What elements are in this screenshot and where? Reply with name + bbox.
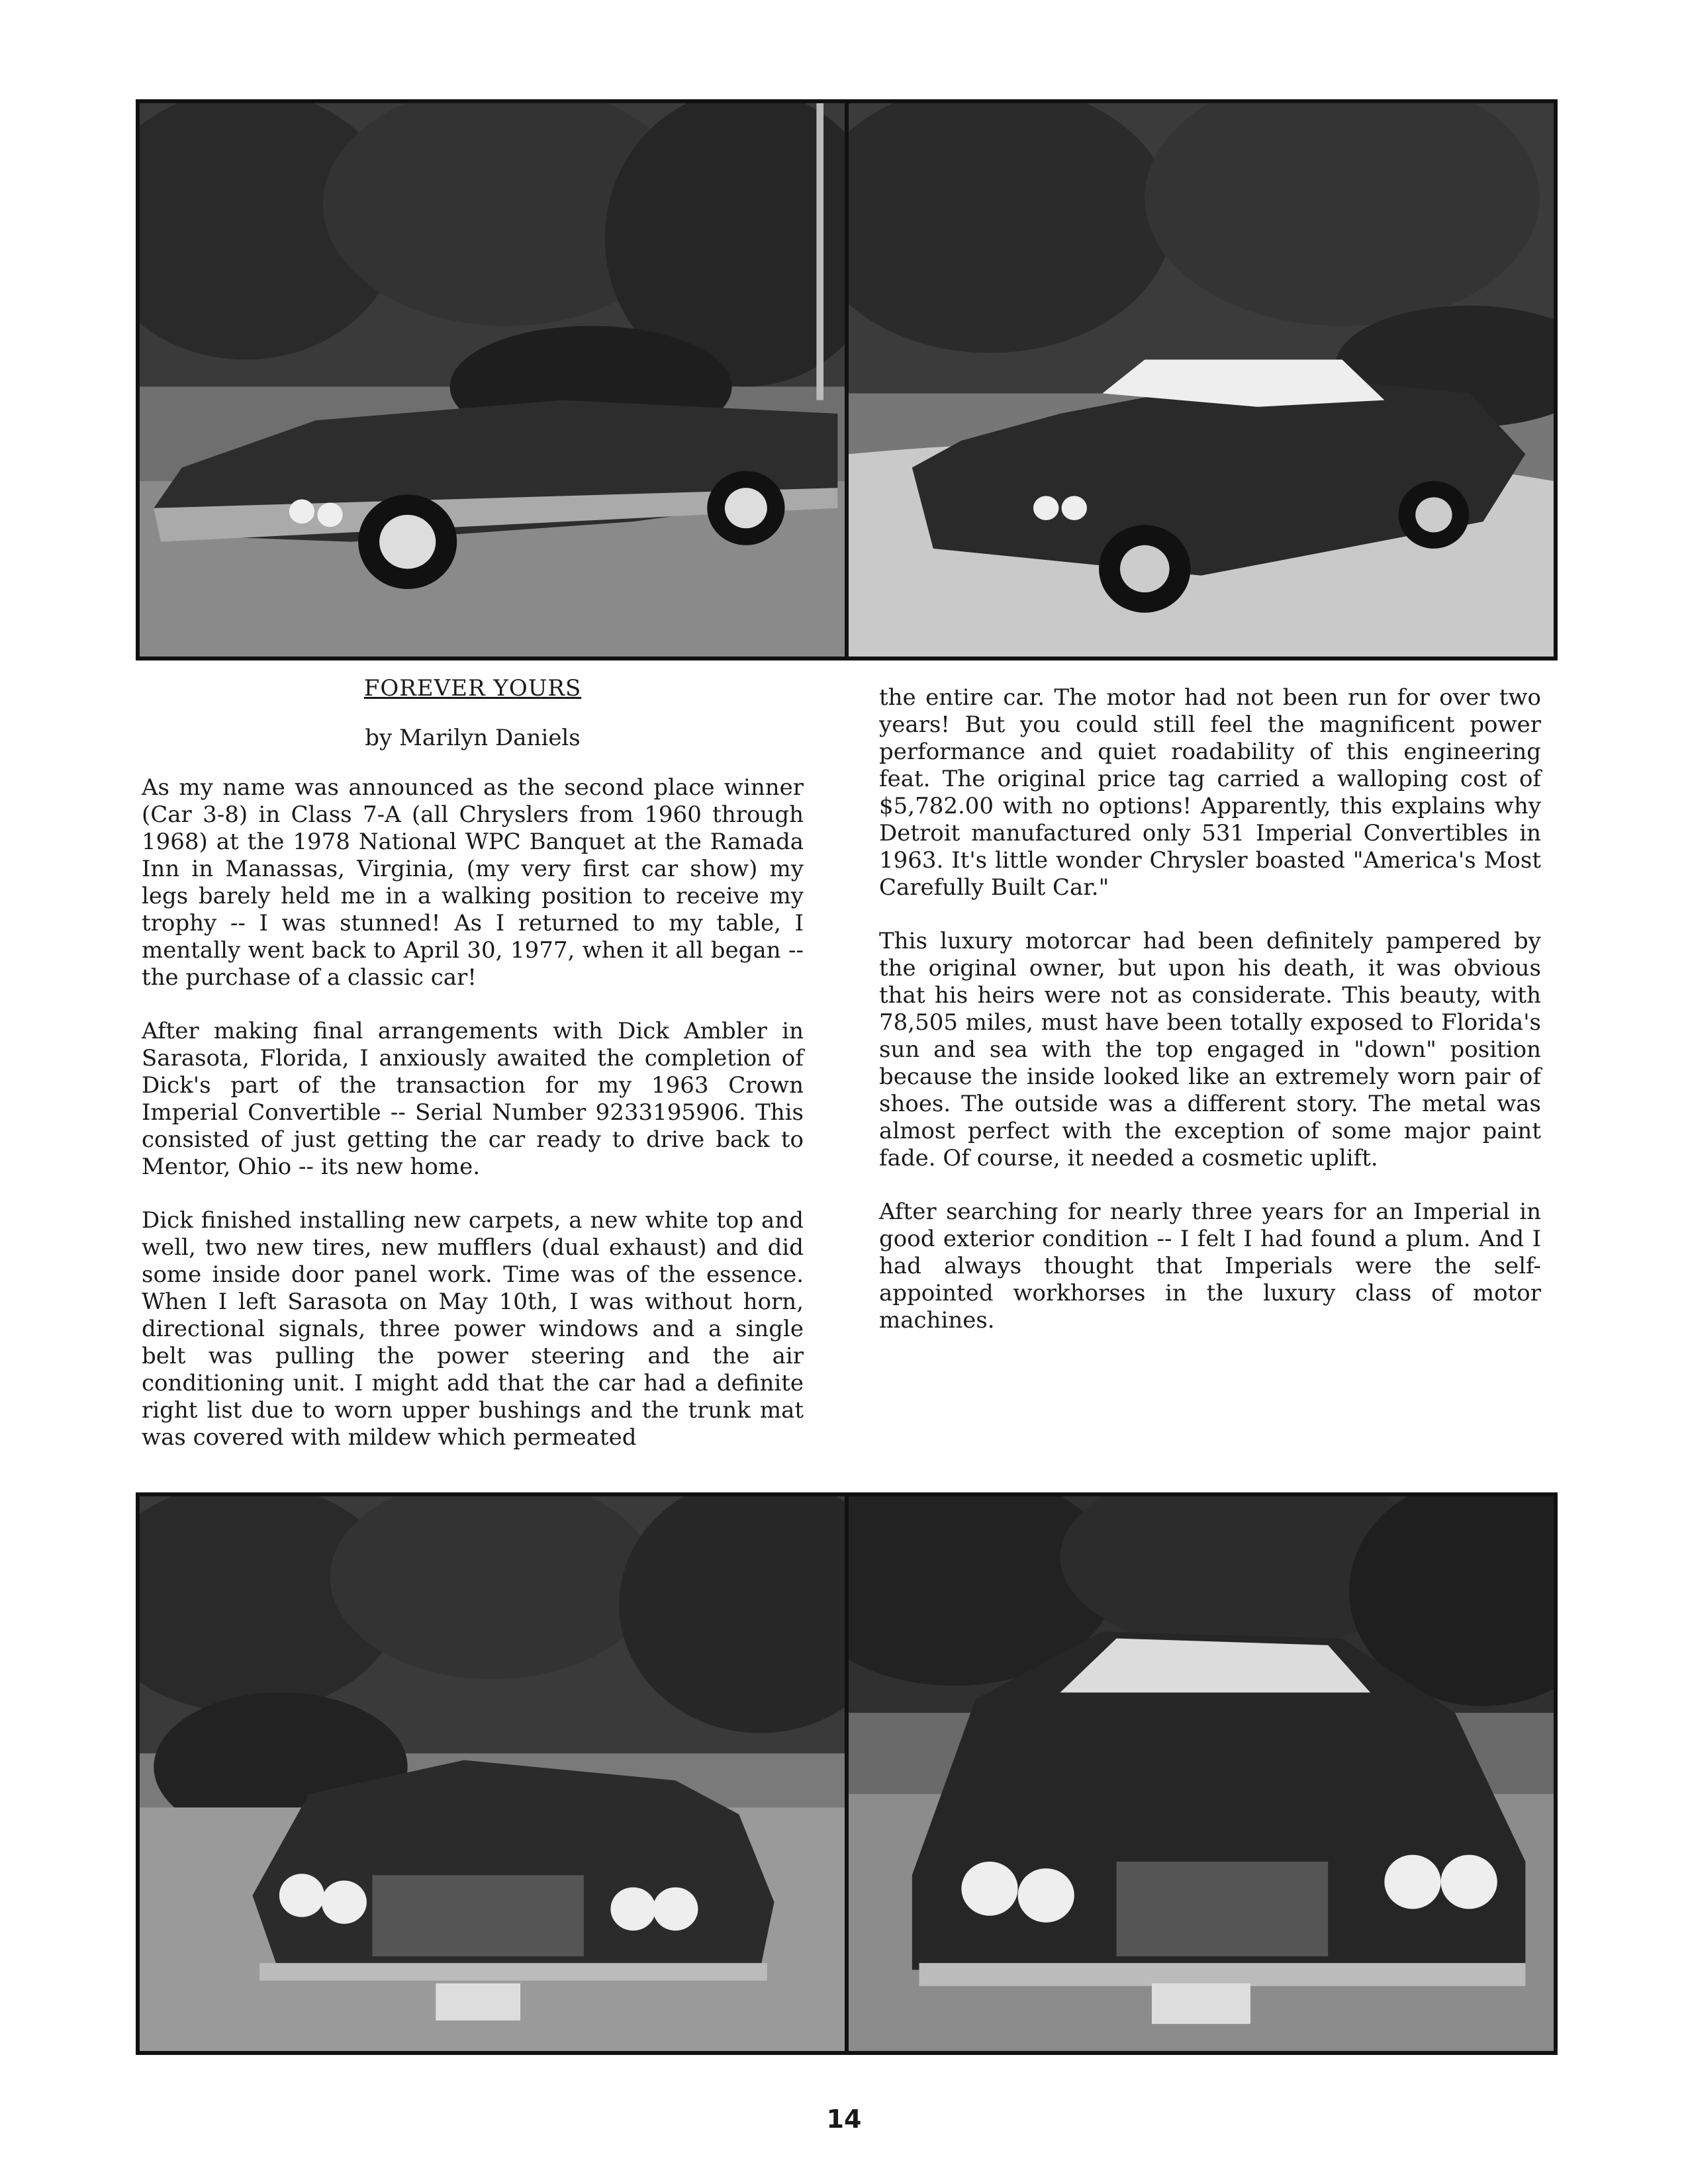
photo-front-grille xyxy=(849,1496,1554,2051)
paragraph-5: This luxury motorcar had been definitely pampered by the original owner, but upon his death, it was obvious that his heirs were not as considerate. This beauty, with 78,505 miles, must have been totally exposed to Florida's sun and sea with the top engaged in "down" position because the inside looked like an extremely worn pair of shoes. The outside was a different story. The metal was almost perfect with the exception of some major paint fade. Of course, it needed a cosmetic uplift. xyxy=(879,928,1541,1171)
article-title: FOREVER YOURS xyxy=(363,675,582,702)
page-number: 14 xyxy=(826,2105,862,2134)
car-photo-3-image xyxy=(140,1496,845,2051)
article-column-left xyxy=(142,675,804,1451)
bottom-photo-strip xyxy=(136,1492,1558,2055)
photo-convertible-top-up xyxy=(849,103,1554,657)
article-byline: by Marilyn Daniels xyxy=(365,725,581,751)
paragraph-3: Dick finished installing new carpets, a new white top and well, two new tires, new mufflers (dual exhaust) and did some inside door panel work. Time was of the essence. When I left Sarasota on May 10th, I was without horn, directional signals, three power windows and a single belt was pulling the power steering and the air conditioning unit. I might add that the car had a definite right list due to worn upper bushings and the trunk mat was covered with mildew which permeated xyxy=(142,1207,804,1451)
car-photo-1-image xyxy=(140,103,845,657)
paragraph-4: the entire car. The motor had not been run for over two years! But you could still feel the magnificent power performance and quiet roadability of this engineering feat. The original price tag carried a walloping cost of $5,782.00 with no options! Apparently, this explains why Detroit manufactured only 531 Imperial Convertibles in 1963. It's little wonder Chrysler boasted "America's Most Carefully Built Car." xyxy=(879,684,1541,901)
car-photo-2-image xyxy=(849,103,1554,657)
photo-front-three-quarter xyxy=(140,1496,845,2051)
paragraph-6: After searching for nearly three years for an Imperial in good exterior condition -- I felt I had found a plum. And I had always thought that Imperials were the self-appointed workhorses in the luxury class of motor machines. xyxy=(879,1199,1541,1334)
car-photo-4-image xyxy=(849,1496,1554,2051)
article-column-right xyxy=(879,684,1541,1334)
paragraph-2: After making final arrangements with Dick Ambler in Sarasota, Florida, I anxiously awaited the completion of Dick's part of the transaction for my 1963 Crown Imperial Convertible -- Serial Number 9233195906. This consisted of just getting the car ready to drive back to Mentor, Ohio -- its new home. xyxy=(142,1018,804,1180)
photo-convertible-side-open xyxy=(140,103,845,657)
top-photo-strip xyxy=(136,99,1558,660)
paragraph-1: As my name was announced as the second place winner (Car 3-8) in Class 7-A (all Chryslers from 1960 through 1968) at the 1978 National WPC Banquet at the Ramada Inn in Manassas, Virginia, (my very first car show) my legs barely held me in a walking position to receive my trophy -- I was stunned! As I returned to my table, I mentally went back to April 30, 1977, when it all began -- the purchase of a classic car! xyxy=(142,774,804,991)
